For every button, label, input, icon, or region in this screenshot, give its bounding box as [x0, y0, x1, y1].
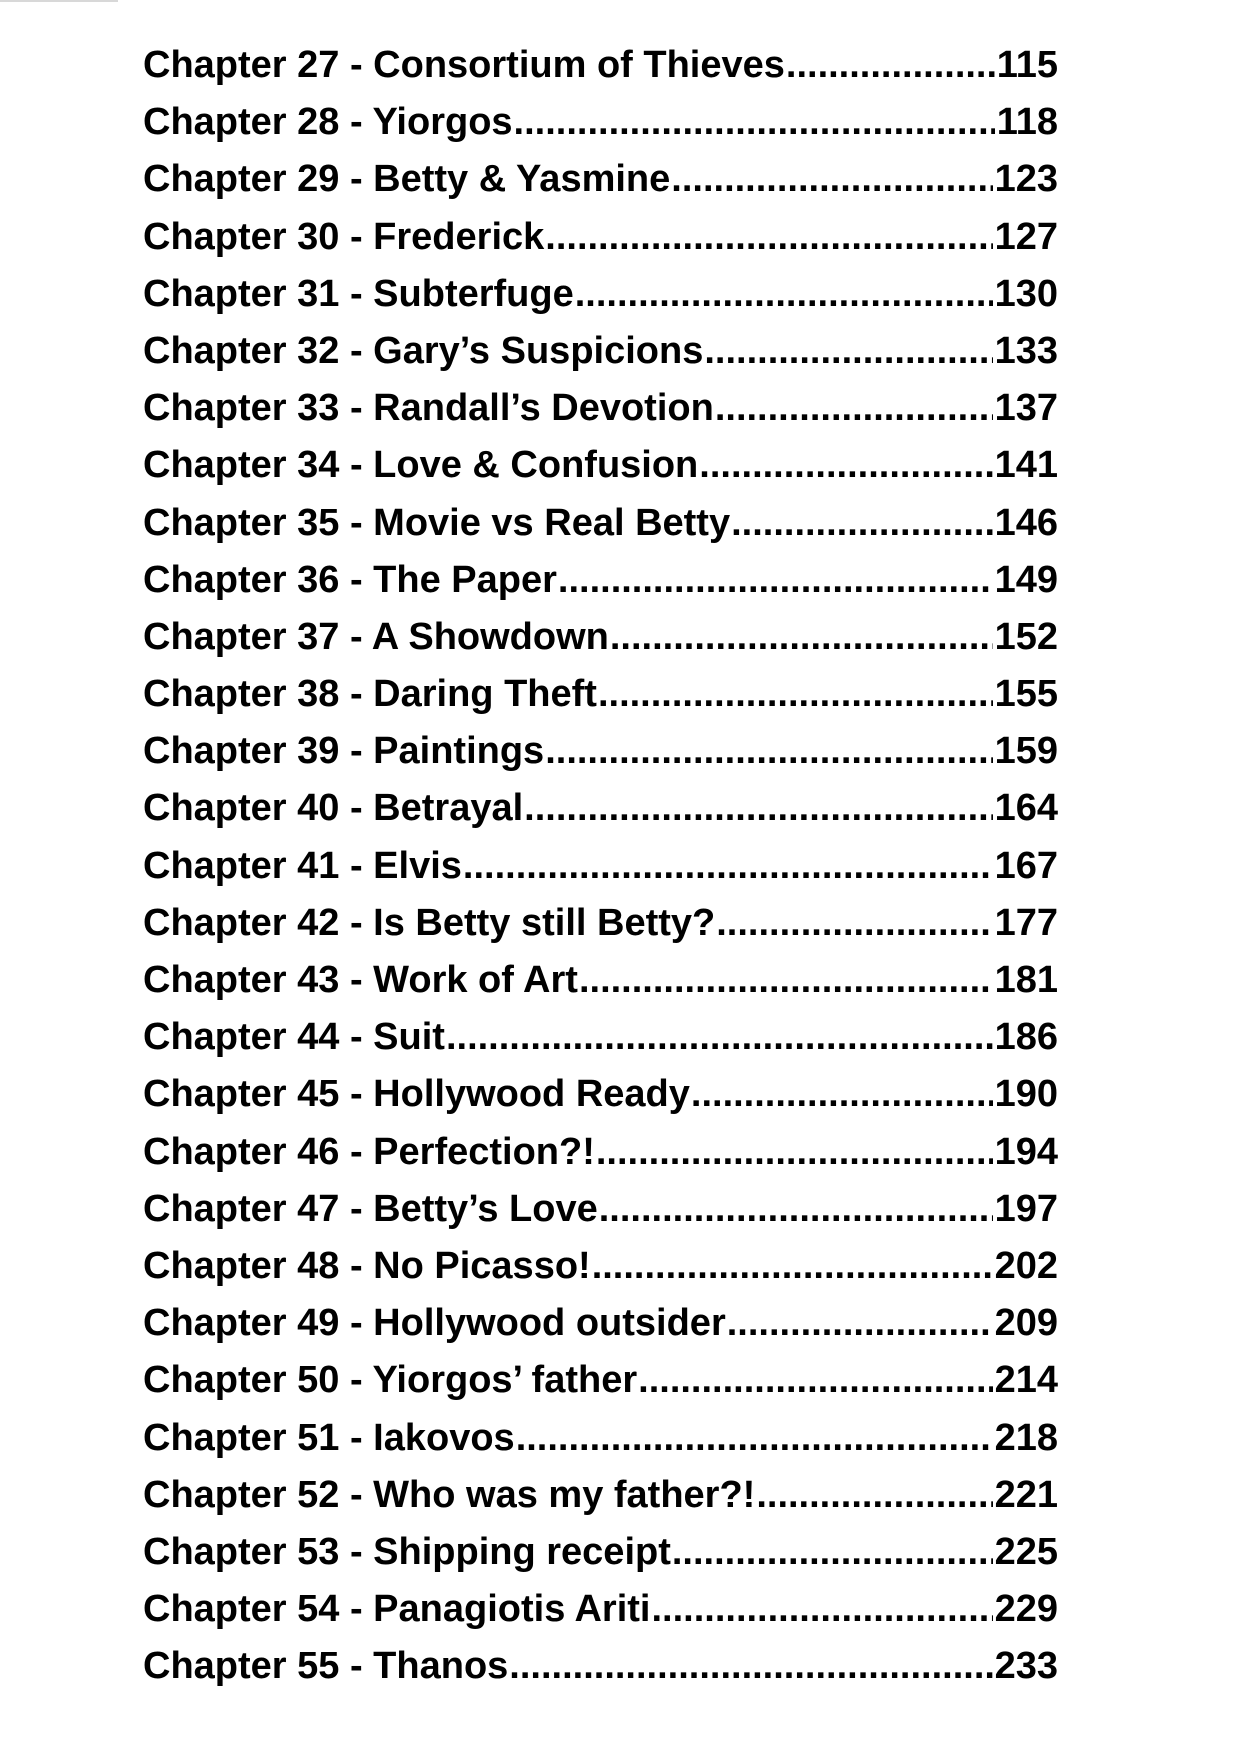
dot-leader: [545, 723, 992, 780]
chapter-page-number: 197: [994, 1187, 1058, 1230]
dot-leader: [651, 1581, 992, 1638]
toc-entry: [143, 1295, 1058, 1352]
dot-leader: [516, 1410, 993, 1467]
toc-entry: [143, 380, 1058, 437]
dot-leader: [463, 838, 993, 895]
toc-entry: [143, 495, 1058, 552]
toc-entry: [143, 723, 1058, 780]
toc-entry: [143, 780, 1058, 837]
chapter-title: Chapter 44 - Suit: [143, 1016, 445, 1059]
toc-entry: [143, 1581, 1058, 1638]
toc-entry: [143, 952, 1058, 1009]
chapter-page-number: 186: [994, 1016, 1058, 1059]
dot-leader: [599, 1181, 993, 1238]
toc-entry: [143, 1066, 1058, 1123]
chapter-page-number: 115: [996, 44, 1058, 86]
dot-leader: [731, 495, 993, 552]
dot-leader: [509, 1638, 992, 1695]
toc-entry: [143, 323, 1058, 380]
toc-entry: [143, 1524, 1058, 1581]
chapter-title: Chapter 40 - Betrayal: [143, 787, 524, 830]
toc-entry: [143, 1638, 1058, 1695]
toc-entry: [143, 609, 1058, 666]
toc-entry: [143, 1124, 1058, 1181]
chapter-title: Chapter 39 - Paintings: [143, 730, 545, 773]
chapter-page-number: 159: [994, 730, 1058, 773]
chapter-page-number: 177: [994, 901, 1058, 944]
chapter-title: Chapter 29 - Betty & Yasmine: [143, 158, 671, 201]
dot-leader: [691, 1066, 993, 1123]
dot-leader: [524, 780, 992, 837]
chapter-page-number: 155: [994, 673, 1058, 716]
toc-entry: [143, 838, 1058, 895]
chapter-title: Chapter 33 - Randall’s Devotion: [143, 387, 714, 430]
toc-entry: [143, 209, 1058, 266]
chapter-page-number: 229: [994, 1588, 1058, 1631]
chapter-page-number: 225: [994, 1530, 1058, 1573]
chapter-title: Chapter 53 - Shipping receipt: [143, 1530, 671, 1573]
chapter-page-number: 181: [994, 959, 1058, 1001]
chapter-title: Chapter 48 - No Picasso!: [143, 1244, 591, 1287]
chapter-title: Chapter 45 - Hollywood Ready: [143, 1073, 690, 1116]
chapter-page-number: 214: [994, 1359, 1058, 1402]
toc-entry: [143, 37, 1058, 94]
chapter-title: Chapter 36 - The Paper: [143, 558, 557, 601]
chapter-title: Chapter 41 - Elvis: [143, 844, 462, 887]
chapter-title: Chapter 38 - Daring Theft: [143, 673, 597, 716]
chapter-title: Chapter 28 - Yiorgos: [143, 101, 513, 144]
chapter-page-number: 233: [994, 1645, 1058, 1688]
chapter-title: Chapter 30 - Frederick: [143, 215, 545, 258]
chapter-title: Chapter 52 - Who was my father?!: [143, 1473, 756, 1516]
chapter-page-number: 133: [994, 329, 1058, 372]
toc-entry: [143, 437, 1058, 494]
chapter-title: Chapter 49 - Hollywood outsider: [143, 1302, 726, 1345]
chapter-title: Chapter 27 - Consortium of Thieves: [143, 44, 785, 86]
chapter-title: Chapter 42 - Is Betty still Betty?: [143, 901, 716, 944]
chapter-page-number: 123: [994, 158, 1058, 201]
dot-leader: [715, 380, 993, 437]
chapter-title: Chapter 31 - Subterfuge: [143, 272, 574, 315]
chapter-title: Chapter 35 - Movie vs Real Betty: [143, 501, 731, 544]
chapter-title: Chapter 47 - Betty’s Love: [143, 1187, 598, 1230]
dot-leader: [610, 609, 993, 666]
scan-edge-mark: [0, 0, 118, 2]
toc-entry: [143, 1238, 1058, 1295]
chapter-title: Chapter 51 - Iakovos: [143, 1416, 515, 1459]
chapter-page-number: 141: [994, 444, 1058, 487]
dot-leader: [672, 1524, 993, 1581]
toc-entry: [143, 666, 1058, 723]
dot-leader: [699, 437, 992, 494]
dot-leader: [716, 895, 992, 952]
dot-leader: [786, 37, 995, 94]
chapter-page-number: 194: [994, 1130, 1058, 1173]
dot-leader: [514, 94, 995, 151]
dot-leader: [727, 1295, 993, 1352]
dot-leader: [638, 1352, 992, 1409]
chapter-title: Chapter 43 - Work of Art: [143, 959, 578, 1001]
toc-entry: [143, 1181, 1058, 1238]
dot-leader: [558, 552, 993, 609]
dot-leader: [671, 151, 992, 208]
toc-entry: [143, 1009, 1058, 1066]
chapter-page-number: 218: [994, 1416, 1058, 1459]
dot-leader: [446, 1009, 993, 1066]
chapter-page-number: 202: [994, 1244, 1058, 1287]
toc-entry: [143, 1352, 1058, 1409]
dot-leader: [598, 666, 993, 723]
chapter-title: Chapter 32 - Gary’s Suspicions: [143, 329, 704, 372]
dot-leader: [704, 323, 992, 380]
chapter-page-number: 149: [994, 558, 1058, 601]
toc-entry: [143, 151, 1058, 208]
chapter-title: Chapter 37 - A Showdown: [143, 615, 609, 658]
chapter-title: Chapter 55 - Thanos: [143, 1645, 509, 1688]
dot-leader: [575, 266, 993, 323]
chapter-page-number: 221: [994, 1473, 1058, 1516]
toc-list: [143, 37, 1058, 1695]
chapter-page-number: 118: [996, 101, 1058, 144]
chapter-page-number: 209: [994, 1302, 1058, 1345]
chapter-page-number: 167: [994, 844, 1058, 887]
dot-leader: [596, 1124, 993, 1181]
toc-entry: [143, 1410, 1058, 1467]
dot-leader: [592, 1238, 993, 1295]
toc-entry: [143, 895, 1058, 952]
chapter-page-number: 146: [994, 501, 1058, 544]
dot-leader: [545, 209, 992, 266]
chapter-page-number: 152: [994, 615, 1058, 658]
chapter-title: Chapter 54 - Panagiotis Ariti: [143, 1588, 651, 1631]
dot-leader: [756, 1467, 992, 1524]
toc-entry: [143, 266, 1058, 323]
chapter-page-number: 130: [994, 272, 1058, 315]
toc-entry: [143, 1467, 1058, 1524]
chapter-title: Chapter 46 - Perfection?!: [143, 1130, 595, 1173]
chapter-title: Chapter 34 - Love & Confusion: [143, 444, 699, 487]
chapter-page-number: 164: [994, 787, 1058, 830]
toc-entry: [143, 552, 1058, 609]
dot-leader: [579, 952, 993, 1009]
chapter-page-number: 127: [994, 215, 1058, 258]
chapter-page-number: 190: [994, 1073, 1058, 1116]
chapter-page-number: 137: [994, 387, 1058, 430]
chapter-title: Chapter 50 - Yiorgos’ father: [143, 1359, 638, 1402]
toc-entry: [143, 94, 1058, 151]
